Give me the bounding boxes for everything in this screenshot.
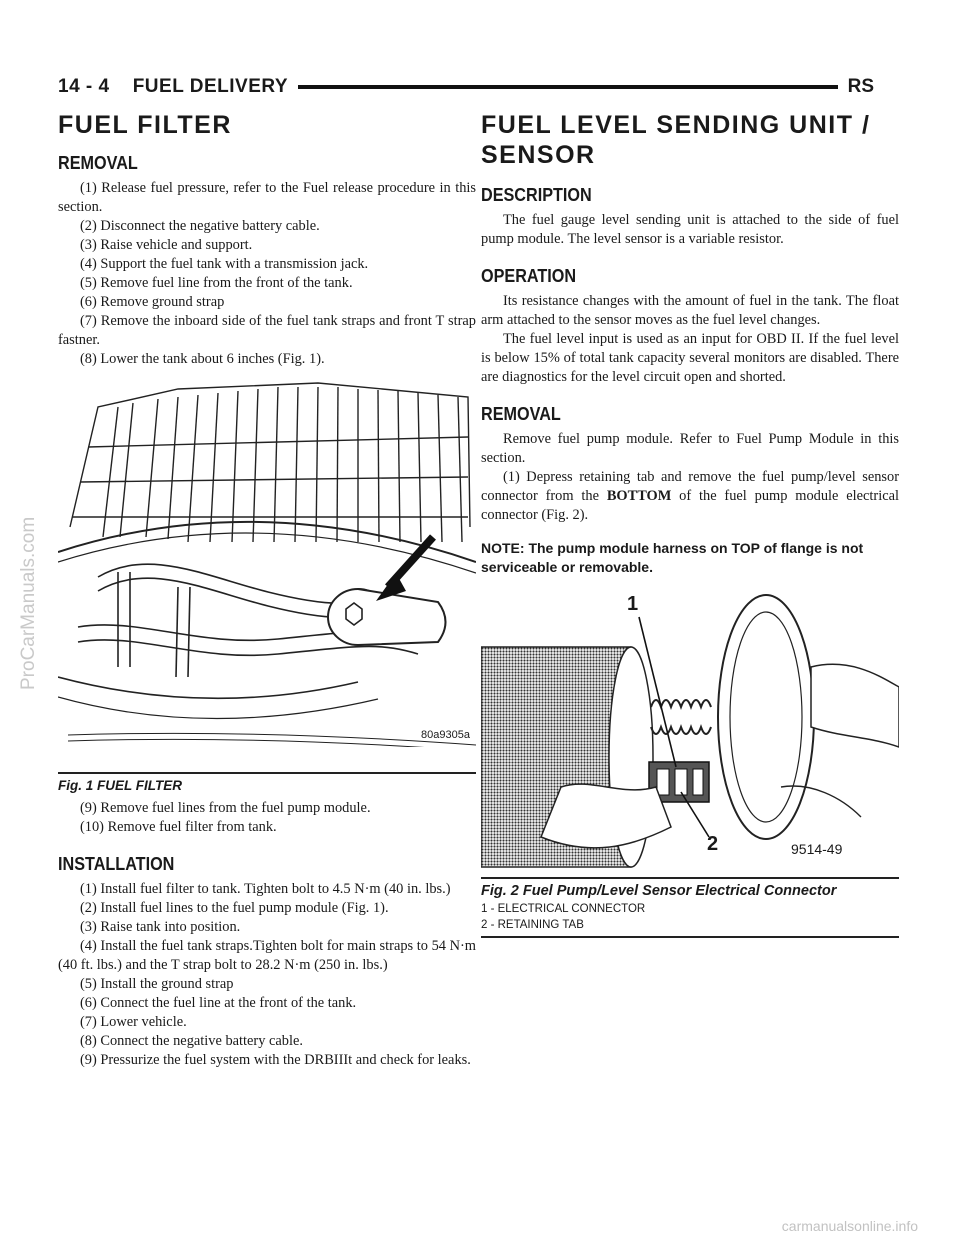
removal-step-text: of the fuel pump module electrical connector (Fig. 2).: [481, 488, 899, 523]
sending-unit-title: FUEL LEVEL SENDING UNIT / SENSOR: [481, 111, 871, 169]
installation-heading: INSTALLATION: [58, 854, 175, 874]
installation-step: (4) Install the fuel tank straps.Tighten bolt for main straps to 54 N·m (40 ft. lbs.) and the T strap bolt to 28.2 N·m (250 in. lbs.): [58, 938, 476, 973]
legend-item: 1 - ELECTRICAL CONNECTOR: [481, 903, 646, 915]
removal-steps: [58, 179, 476, 369]
header-section-title: 14 - 4 FUEL DELIVERY: [58, 76, 298, 98]
sensor-removal-heading: REMOVAL: [481, 404, 561, 424]
removal-step: (6) Remove ground strap: [80, 294, 225, 310]
installation-step: (3) Raise tank into position.: [80, 919, 241, 935]
removal-step: (4) Support the fuel tank with a transmission jack.: [80, 256, 369, 272]
description-text: The fuel gauge level sending unit is attached to the side of fuel pump module. The level sensor is a variable resistor.: [481, 212, 899, 247]
figure-1-caption: Fig. 1 FUEL FILTER: [58, 778, 182, 793]
installation-step: (5) Install the ground strap: [80, 976, 234, 992]
left-column: [58, 110, 476, 1070]
operation-heading: OPERATION: [481, 266, 577, 286]
figure-2-code: 9514-49: [791, 841, 843, 857]
installation-steps: [58, 880, 476, 1070]
installation-step: (8) Connect the negative battery cable.: [80, 1033, 303, 1049]
removal-steps-continued: [58, 799, 476, 837]
footer-watermark: carmanualsonline.info: [781, 1218, 918, 1234]
removal-step: (8) Lower the tank about 6 inches (Fig. 1).: [80, 351, 325, 367]
fuel-filter-title: FUEL FILTER: [58, 111, 232, 139]
removal-heading: REMOVAL: [58, 153, 138, 173]
callout-2: 2: [707, 833, 719, 855]
fuel-filter-illustration: [58, 377, 476, 747]
right-column: [481, 110, 899, 938]
operation-text: Its resistance changes with the amount of fuel in the tank. The float arm attached to the sensor moves as the fuel level changes.: [481, 293, 899, 328]
removal-step: (10) Remove fuel filter from tank.: [80, 819, 277, 835]
header-model-code: RS: [838, 76, 874, 98]
installation-step: (6) Connect the fuel line at the front of the tank.: [80, 995, 357, 1011]
callout-1: 1: [627, 593, 639, 615]
page-header: [58, 72, 874, 106]
legend-item: 2 - RETAINING TAB: [481, 919, 584, 931]
removal-step: (5) Remove fuel line from the front of the tank.: [80, 275, 353, 291]
figure-2-legend: [481, 901, 899, 938]
removal-step: (3) Raise vehicle and support.: [80, 237, 253, 253]
removal-step: (2) Disconnect the negative battery cable.: [80, 218, 320, 234]
side-watermark: ProCarManuals.com: [18, 516, 39, 690]
figure-1-code: 80a9305a: [421, 729, 470, 741]
operation-text: The fuel level input is used as an input for OBD II. If the fuel level is below 15% of total tank capacity several monitors are disabled. There are diagnostics for the level circuit open and shorted.: [481, 331, 899, 385]
sensor-removal-step: [481, 468, 899, 525]
installation-step: (2) Install fuel lines to the fuel pump module (Fig. 1).: [80, 900, 389, 916]
description-heading: DESCRIPTION: [481, 185, 592, 205]
installation-step: (7) Lower vehicle.: [80, 1014, 187, 1030]
bottom-emphasis: BOTTOM: [606, 488, 672, 504]
sensor-removal-text: Remove fuel pump module. Refer to Fuel Pump Module in this section.: [481, 431, 899, 466]
removal-step: (9) Remove fuel lines from the fuel pump module.: [80, 800, 371, 816]
removal-step: (7) Remove the inboard side of the fuel tank straps and front T strap fastner.: [58, 313, 476, 348]
removal-step: (1) Release fuel pressure, refer to the Fuel release procedure in this section.: [58, 180, 476, 215]
installation-step: (9) Pressurize the fuel system with the DRBIIIt and check for leaks.: [80, 1052, 471, 1068]
installation-step: (1) Install fuel filter to tank. Tighten bolt to 4.5 N·m (40 in. lbs.): [80, 881, 451, 897]
figure-1: [58, 377, 476, 774]
figure-2-caption: Fig. 2 Fuel Pump/Level Sensor Electrical Connector: [481, 883, 837, 899]
figure-2: [481, 587, 899, 879]
note-text: NOTE: The pump module harness on TOP of flange is not serviceable or removable.: [481, 540, 864, 575]
removal-step-text: (1) Depress retaining tab and remove the fuel pump/level sensor connector from the: [481, 469, 899, 504]
fuel-pump-connector-illustration: [481, 587, 899, 877]
